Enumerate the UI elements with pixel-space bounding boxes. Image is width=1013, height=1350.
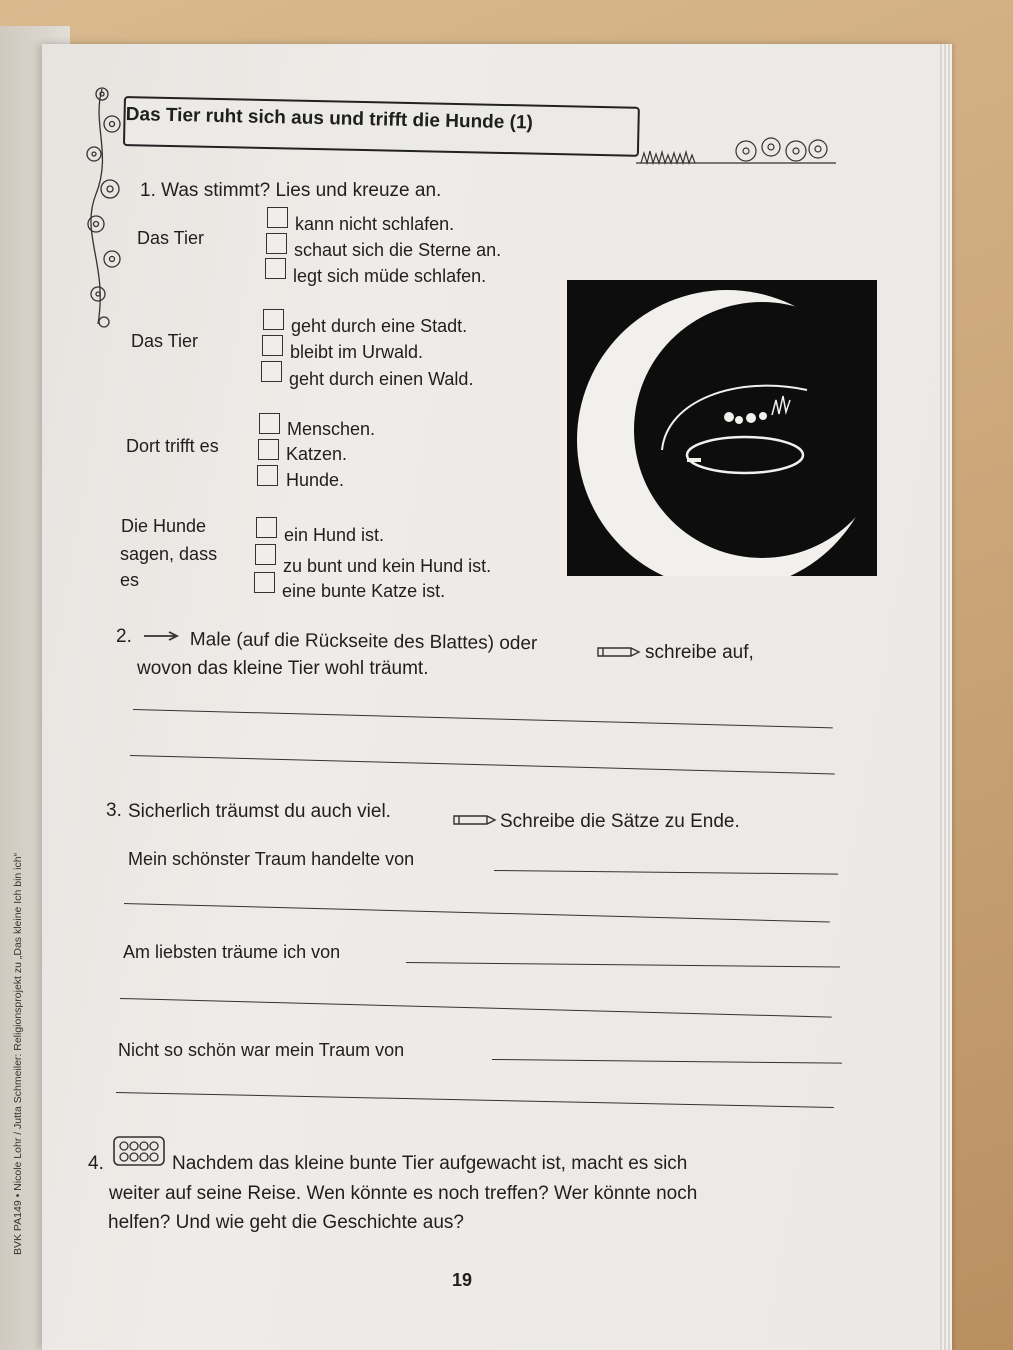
page-stack-edge	[940, 44, 952, 1350]
option-label: schaut sich die Sterne an.	[294, 240, 502, 260]
task2-line1b: schreibe auf,	[645, 642, 754, 663]
option-label: geht durch eine Stadt.	[291, 316, 468, 336]
task4-number: 4.	[88, 1153, 104, 1174]
grass-flowers-icon	[636, 135, 836, 175]
task3-number: 3.	[106, 800, 122, 821]
spine-credit: BVK PA149 • Nicole Lohr / Jutta Schmeiler: Religionsprojekt zu „Das kleine Ich bin ich“	[12, 852, 24, 1255]
checkbox[interactable]	[255, 544, 276, 565]
pencil-icon	[453, 814, 497, 826]
task2-line2: wovon das kleine Tier wohl träumt.	[137, 658, 429, 679]
page-number: 19	[452, 1270, 473, 1290]
task2-line1: Male (auf die Rückseite des Blattes) oder	[189, 629, 538, 655]
task3-prompt-b: Schreibe die Sätze zu Ende.	[500, 811, 740, 832]
option-label: legt sich müde schlafen.	[293, 266, 487, 286]
pencil-icon	[597, 646, 641, 658]
worksheet-title: Das Tier ruht sich aus und trifft die Hunde (1)	[125, 104, 534, 134]
checkbox[interactable]	[265, 258, 286, 279]
option-label: zu bunt und kein Hund ist.	[283, 556, 492, 576]
option-label: bleibt im Urwald.	[290, 342, 424, 362]
option-label: Hunde.	[286, 470, 345, 490]
group-work-icon	[112, 1135, 166, 1167]
option-label: Menschen.	[287, 419, 376, 439]
arrow-icon	[143, 630, 183, 642]
checkbox[interactable]	[257, 465, 278, 486]
group4-stem-line: sagen, dass	[120, 544, 218, 564]
checkbox[interactable]	[258, 439, 279, 460]
checkbox[interactable]	[256, 517, 277, 538]
group2-stem: Das Tier	[131, 331, 199, 351]
option-label: kann nicht schlafen.	[295, 214, 455, 234]
task3-prompt-a: Sicherlich träumst du auch viel.	[128, 801, 391, 822]
task2-number: 2.	[116, 626, 132, 647]
option-label: eine bunte Katze ist.	[282, 581, 446, 601]
checkbox[interactable]	[262, 335, 283, 356]
sentence-start: Am liebsten träume ich von	[123, 942, 341, 962]
checkbox[interactable]	[263, 309, 284, 330]
checkbox[interactable]	[267, 207, 288, 228]
group1-stem: Das Tier	[137, 228, 205, 248]
option-label: ein Hund ist.	[284, 525, 385, 545]
sentence-start: Nicht so schön war mein Traum von	[118, 1040, 405, 1060]
checkbox[interactable]	[266, 233, 287, 254]
checkbox[interactable]	[261, 361, 282, 382]
moon-sleeping-animal-illustration	[567, 280, 877, 576]
group4-stem-line: es	[120, 570, 140, 590]
group4-stem-line: Die Hunde	[121, 516, 207, 536]
checkbox[interactable]	[259, 413, 280, 434]
task4-line1: Nachdem das kleine bunte Tier aufgewacht ist, macht es sich	[172, 1153, 688, 1174]
option-label: Katzen.	[286, 444, 348, 464]
option-label: geht durch einen Wald.	[289, 369, 474, 389]
task4-line2: weiter auf seine Reise. Wen könnte es noch treffen? Wer könnte noch	[109, 1183, 698, 1204]
sentence-start: Mein schönster Traum handelte von	[128, 849, 415, 869]
task4-line3: helfen? Und wie geht die Geschichte aus?	[108, 1212, 464, 1233]
checkbox[interactable]	[254, 572, 275, 593]
task1-prompt: 1. Was stimmt? Lies und kreuze an.	[140, 180, 442, 201]
group3-stem: Dort trifft es	[126, 436, 219, 456]
